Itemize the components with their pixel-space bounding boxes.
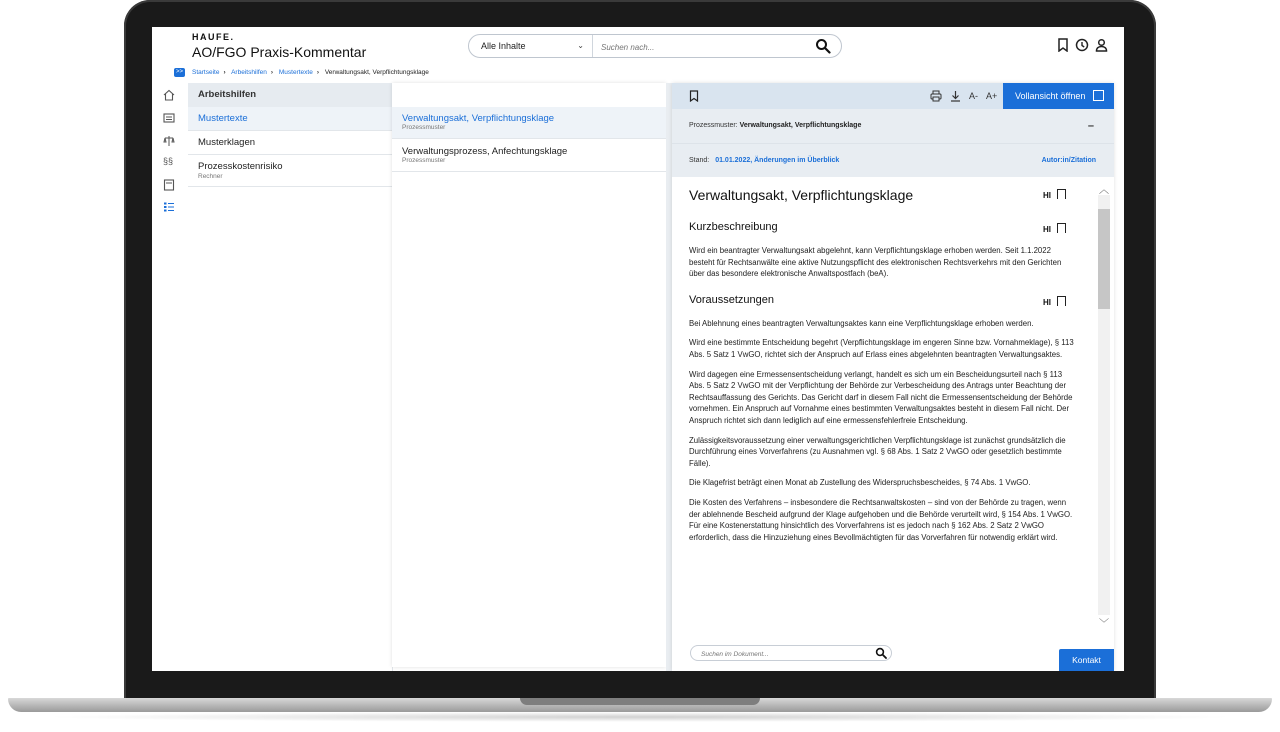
doc-type-value: Verwaltungsakt, Verpflichtungsklage [739, 122, 862, 129]
scroll-thumb[interactable] [1098, 209, 1110, 309]
chevron-down-icon: ⌄ [577, 41, 584, 50]
breadcrumb-current: Verwaltungsakt, Verpflichtungsklage [324, 69, 429, 76]
section-heading-row [689, 221, 1074, 237]
home-icon[interactable] [163, 89, 175, 101]
scroll-down-icon[interactable]: ﹀ [1099, 619, 1109, 630]
document-body [672, 179, 1092, 633]
paragraph: Die Klagefrist beträgt einen Monat ab Zustellung des Widerspruchsbescheides, § 74 Abs. 1 VwGO. [689, 478, 1031, 488]
user-icon[interactable] [1095, 38, 1108, 52]
document-list-icon[interactable] [163, 112, 175, 124]
scope-select[interactable] [469, 35, 593, 57]
nav-item-sub: Rechner [198, 173, 223, 180]
breadcrumb-arbeitshilfen[interactable]: Arbeitshilfen [231, 69, 267, 76]
bookmark-icon[interactable] [1057, 223, 1066, 233]
search-input[interactable] [599, 38, 803, 56]
app-header [152, 27, 1124, 67]
paragraph: Zulässigkeitsvoraussetzung einer verwaltungsgerichtlichen Verpflichtungsklage ist zunächst grundsätzlich die Durchführung eines Vorverfahrens (zu Ausnahmen vgl. § 68 Abs. 1 Satz 2 VwGO oder gesetzlich bestimmte Fälle). [689, 435, 1066, 468]
breadcrumb-startseite[interactable]: Startseite [192, 69, 220, 76]
print-icon[interactable] [930, 90, 942, 102]
collapse-button[interactable]: – [1087, 120, 1094, 132]
nav-item-label: Musterklagen [198, 137, 256, 148]
hi-marker[interactable] [1043, 223, 1066, 234]
list-item[interactable] [392, 140, 666, 172]
scales-icon[interactable] [163, 135, 175, 147]
nav-item-label: Prozesskostenrisiko [198, 161, 283, 172]
doc-toolbar [672, 83, 1114, 109]
bookmark-icon[interactable] [689, 90, 699, 102]
section-heading-row [689, 294, 1074, 310]
document-panel [672, 83, 1114, 671]
doc-scrollbar[interactable] [1094, 179, 1114, 633]
hi-marker[interactable] [1043, 189, 1066, 200]
breadcrumb: >> Startseite › Arbeitshilfen › Mustertexte › Verwaltungsakt, Verpflichtungsklage [175, 69, 429, 76]
sidebar-toggle-button[interactable]: >> [175, 69, 183, 75]
tools-list-icon[interactable] [163, 201, 175, 213]
paragraph: Wird eine bestimmte Entscheidung begehrt (Verpflichtungsklage im engeren Sinne bzw. Vornahmeklage), § 113 Abs. 5 Satz 1 VwGO, richtet sich der Anspruch auf Erlass eines abgelehnten beantragten Verwaltungsaktes. [689, 338, 1074, 359]
doc-stand-bar [672, 143, 1114, 177]
author-citation-link[interactable]: Autor:in/Zitation [1041, 157, 1096, 164]
laptop-notch [520, 698, 760, 705]
history-icon[interactable] [1075, 38, 1089, 52]
scope-select-value: Alle Inhalte [481, 41, 526, 51]
hi-label: HI [1043, 297, 1051, 307]
bookmark-icon[interactable] [1057, 189, 1066, 199]
expand-icon [1093, 90, 1104, 101]
category-nav [188, 83, 393, 671]
list-item-sub: Prozessmuster [402, 124, 446, 131]
hi-label: HI [1043, 191, 1051, 200]
section-heading: Voraussetzungen [689, 293, 775, 306]
search-icon[interactable] [875, 647, 887, 659]
document-search-input[interactable] [699, 648, 863, 661]
app-screen [152, 27, 1124, 671]
nav-item-musterklagen[interactable] [188, 131, 392, 155]
paragraph: Wird ein beantragter Verwaltungsakt abgelehnt, kann Verpflichtungsklage erhoben werden. Seit 1.1.2022 besteht für Rechtsanwälte eine aktive Nutzungspflicht des elektronischen Rechtsverkehrs mit den Gerichten über das besondere elektronische Anwaltspostfach (beA). [689, 246, 1062, 279]
haufe-logo[interactable]: HAUFE. [192, 32, 235, 42]
paragraph-icon[interactable]: §§ [163, 156, 174, 166]
nav-item-mustertexte[interactable] [188, 107, 392, 131]
paragraph: Die Kosten des Verfahrens – insbesondere die Rechtsanwaltskosten – sind von der Behörde zu tragen, wenn der ablehnende Bescheid aufgrund der Klage aufgehoben und die Behörde verurteilt wird, § 154 Abs. 1 VwGO. Für eine Kostenerstattung hinsichtlich des Vorverfahrens ist es jedoch nach § 162 Abs. 2 Satz 2 VwGO erforderlich, dass die Hinzuziehung eines Bevollmächtigten für das Vorverfahren für notwendig erklärt wird. [689, 497, 1073, 542]
document-list [392, 83, 666, 667]
nav-item-label: Mustertexte [198, 113, 248, 124]
download-icon[interactable] [950, 90, 961, 102]
product-title: AO/FGO Praxis-Kommentar [192, 44, 367, 60]
list-item-title: Verwaltungsakt, Verpflichtungsklage [402, 113, 555, 124]
paragraph: Bei Ablehnung eines beantragten Verwaltungsaktes kann eine Verpflichtungsklage erhoben werden. [689, 318, 1034, 328]
doc-type-label: Prozessmuster: [689, 122, 738, 129]
document-title-row [689, 187, 1074, 207]
calculator-icon[interactable] [163, 179, 175, 191]
global-search [468, 34, 842, 58]
icon-rail [152, 83, 189, 671]
document-search [690, 645, 892, 661]
search-icon[interactable] [815, 38, 831, 54]
list-item-title: Verwaltungsprozess, Anfechtungsklage [402, 146, 568, 157]
bookmark-icon[interactable] [1057, 38, 1069, 52]
fullview-button[interactable] [1003, 83, 1114, 109]
doc-type-bar [672, 109, 1114, 143]
paragraph: Wird dagegen eine Ermessensentscheidung verlangt, handelt es sich um ein Bescheidungsurteil nach § 113 Abs. 5 Satz 2 VwGO mit der Verpflichtung der Behörde zur Verbescheidung des Antrags unter Beachtung der Rechtsauffassung des Gerichts. Das Gericht darf in diesem Fall nicht die Ermessensentscheidung der Behörde vornehmen. Ein Anspruch auf Vornahme eines bestimmten Verwaltungsaktes besteht in diesem Fall nicht. Der Anspruch richtet sich dann lediglich auf eine ermessensfehlerfreie Entscheidung. [689, 369, 1073, 425]
font-larger-button[interactable]: A+ [986, 91, 998, 101]
stand-link[interactable]: 01.01.2022, Änderungen im Überblick [715, 157, 840, 164]
nav-item-prozesskostenrisiko[interactable] [188, 155, 392, 187]
hi-label: HI [1043, 225, 1051, 234]
laptop-shadow [40, 712, 1240, 722]
font-smaller-button[interactable]: A- [969, 91, 978, 101]
section-heading: Kurzbeschreibung [689, 221, 778, 233]
bookmark-icon[interactable] [1057, 296, 1066, 306]
hi-marker[interactable] [1043, 296, 1066, 307]
list-item[interactable] [392, 107, 666, 139]
scroll-up-icon[interactable]: ︿ [1099, 185, 1109, 196]
nav-heading: Arbeitshilfen [188, 83, 392, 107]
list-item-sub: Prozessmuster [402, 157, 446, 164]
stand-label: Stand: [689, 157, 710, 164]
document-title: Verwaltungsakt, Verpflichtungsklage [689, 187, 914, 203]
contact-button[interactable]: Kontakt [1059, 649, 1114, 671]
breadcrumb-mustertexte[interactable]: Mustertexte [278, 69, 313, 76]
fullview-label: Vollansicht öffnen [1015, 91, 1086, 101]
